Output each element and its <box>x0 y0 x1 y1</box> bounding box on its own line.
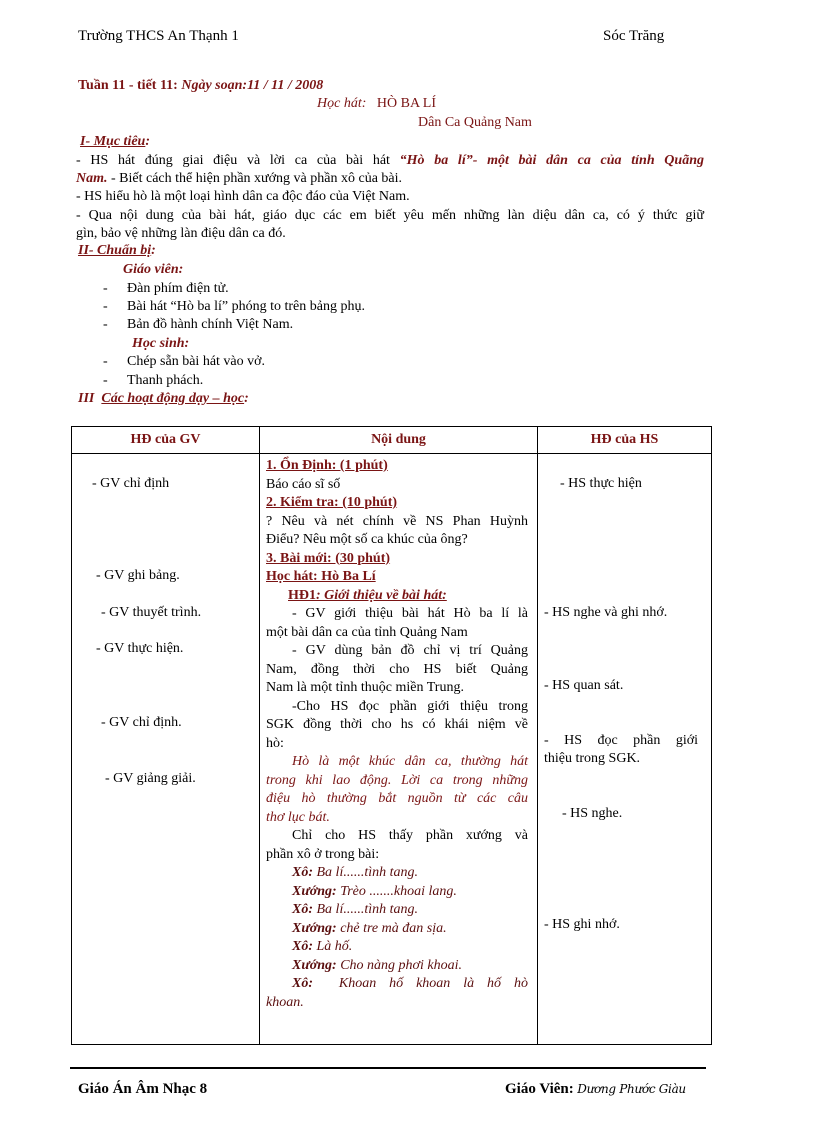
content-line: phần xô ở trong bài: <box>266 846 380 862</box>
list-dash: - <box>103 299 108 314</box>
content-line: Nam, đồng thời cho HS biết Quảng <box>266 661 528 677</box>
objectives-heading: I- Mục tiêu: <box>80 134 151 149</box>
preparation-heading: II- Chuẩn bị: <box>78 243 156 258</box>
activity-1-heading: HĐ1: Giới thiệu về bài hát: <box>288 587 447 603</box>
student-item-2: Thanh phách. <box>127 373 204 388</box>
section-stabilize: 1. Ổn Định: (1 phút) <box>266 458 388 473</box>
song-heading <box>317 96 436 112</box>
hs-activity: - HS nghe và ghi nhớ. <box>544 605 668 620</box>
gv-activity: - GV chỉ định. <box>101 715 182 730</box>
lyric-line: khoan. <box>266 994 304 1010</box>
teacher-item-2: Bài hát “Hò ba lí” phóng to trên bảng phụ. <box>127 299 365 314</box>
lyric-line: Xô: Khoan hố khoan là hố hò <box>292 976 528 991</box>
content-line: Báo cáo sĩ số <box>266 476 341 492</box>
lesson-activity-table <box>71 426 712 1045</box>
student-item-1: Chép sẵn bài hát vào vở. <box>127 354 266 369</box>
content-line: Điểu? Nêu một số ca khúc của ông? <box>266 532 468 547</box>
lyric-line: Xướng: Trèo .......khoai lang. <box>292 883 457 899</box>
section-check: 2. Kiểm tra: (10 phút) <box>266 495 398 510</box>
hs-activity: - HS đọc phần giới <box>544 733 698 748</box>
col-header-student: HĐ của HS <box>538 427 712 454</box>
teacher-item-3: Bản đồ hành chính Việt Nam. <box>127 317 294 332</box>
gv-activity: - GV chỉ định <box>92 476 170 491</box>
content-line: một bài dân ca của tỉnh Quảng Nam <box>266 624 468 640</box>
list-dash: - <box>103 317 108 332</box>
activities-heading: III Các hoạt động dạy – học: <box>78 391 249 406</box>
gv-activity: - GV giảng giải. <box>105 771 196 786</box>
subject-label: Học hát: <box>317 96 367 111</box>
objective-line-5: gìn, bảo vệ những làn điệu dân ca đó. <box>76 226 286 241</box>
song-origin: Dân Ca Quảng Nam <box>418 115 532 130</box>
content-line: Nam là một tỉnh thuộc miền Trung. <box>266 680 464 695</box>
content-cell <box>260 454 538 1045</box>
content-line: - GV dùng bản đồ chỉ vị trí Quảng <box>292 643 528 658</box>
content-line: ? Nêu và nét chính về NS Phan Huỳnh <box>266 513 528 529</box>
lyric-line: Xướng: chẻ tre mà đan sịa. <box>292 920 447 936</box>
footer-left: Giáo Án Âm Nhạc 8 <box>78 1081 208 1097</box>
footer-right <box>505 1081 686 1098</box>
student-label: Học sinh: <box>132 336 190 351</box>
definition-line: thơ lục bát. <box>266 809 330 825</box>
hs-activity: - HS quan sát. <box>544 678 624 693</box>
hs-activity: thiệu trong SGK. <box>544 751 641 766</box>
content-body <box>266 457 528 1012</box>
content-line: SGK đồng thời cho hs có khái niệm về <box>266 717 528 732</box>
student-activity-cell <box>538 454 712 1045</box>
lyric-line: Xướng: Cho nàng phơi khoai. <box>292 957 462 973</box>
teacher-item-1: Đàn phím điện tử. <box>127 281 229 296</box>
section-new-lesson: 3. Bài mới: (30 phút) <box>266 550 391 566</box>
content-line: hò: <box>266 735 284 751</box>
gv-activity: - GV thuyết trình. <box>101 605 202 620</box>
col-header-teacher: HĐ của GV <box>72 427 260 454</box>
list-dash: - <box>103 281 108 296</box>
definition-line: trong khi lao động. Lời ca trong những <box>266 772 528 788</box>
list-dash: - <box>103 354 108 369</box>
gv-activity: - GV thực hiện. <box>96 641 184 656</box>
definition-line: Hò là một khúc dân ca, thường hát <box>292 754 528 769</box>
col-header-content: Nội dung <box>260 427 538 454</box>
definition-line: điệu hò thường bắt nguồn từ các câu <box>266 791 528 806</box>
date-prepared: Ngày soạn:11 / 11 / 2008 <box>181 78 324 93</box>
gv-activity: - GV ghi bảng. <box>96 568 180 583</box>
hs-activity: - HS ghi nhớ. <box>544 917 620 932</box>
content-line: Chỉ cho HS thấy phần xướng và <box>292 828 528 843</box>
school-name: Trường THCS An Thạnh 1 <box>78 28 239 44</box>
teacher-label: Giáo viên: <box>123 262 184 277</box>
hs-activity: - HS thực hiện <box>560 476 642 491</box>
lyric-line: Xô: Ba lí......tình tang. <box>292 902 418 917</box>
teacher-signature: Dương Phước Giàu <box>577 1082 686 1096</box>
list-dash: - <box>103 373 108 388</box>
objective-line-2: Nam. - Biết cách thể hiện phần xướng và phần xô của bài. <box>76 171 403 186</box>
lyric-line: Xô: Ba lí......tình tang. <box>292 865 418 880</box>
objective-line-1: - HS hát đúng giai điệu và lời ca của bài hát “Hò ba lí”- một bài dân ca của tỉnh Quãng <box>76 153 704 168</box>
content-line: - GV giới thiệu bài hát Hò ba lí là <box>292 606 528 621</box>
footer-divider <box>70 1067 706 1069</box>
province-name: Sóc Trăng <box>603 28 665 44</box>
content-line: -Cho HS đọc phần giới thiệu trong <box>292 698 528 714</box>
teacher-label-footer: Giáo Viên: <box>505 1081 574 1097</box>
objective-line-4: - Qua nội dung của bài hát, giáo dục các em biết yêu mến những làn diệu dân ca, có ý thức giữ <box>76 208 704 223</box>
week-period: Tuần 11 - tiết 11: <box>78 78 178 93</box>
song-title: HÒ BA LÍ <box>376 96 437 111</box>
song-line: Học hát: Hò Ba Lí <box>266 569 376 584</box>
teacher-activity-cell <box>72 454 260 1045</box>
lyric-line: Xô: Là hố. <box>292 939 353 954</box>
lesson-header <box>78 78 323 94</box>
objective-line-3: - HS hiểu hò là một loại hình dân ca độc đáo của Việt Nam. <box>76 189 410 204</box>
hs-activity: - HS nghe. <box>562 806 623 821</box>
